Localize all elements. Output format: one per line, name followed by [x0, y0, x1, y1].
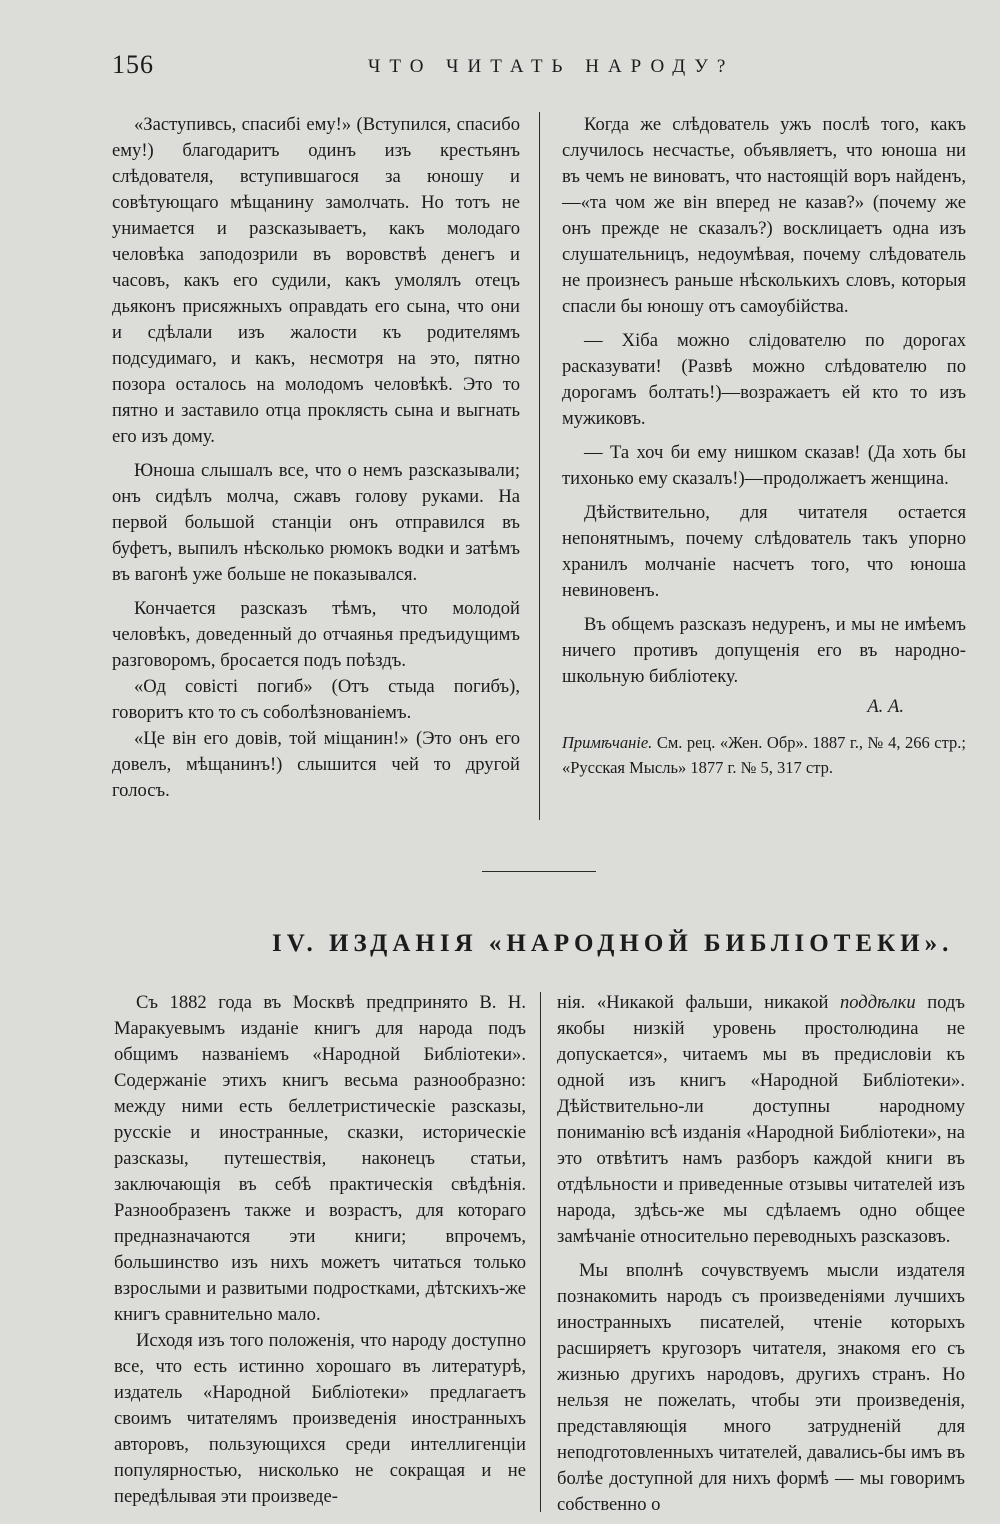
top-left-column [112, 112, 520, 804]
paragraph: Мы вполнѣ сочувствуемъ мысли издателя познакомить народъ съ произведеніями лучшихъ иностранныхъ писателей, чтеніе которыхъ расширяетъ кругозоръ читателя, знакомя его съ жизнью другихъ народовъ, другихъ странъ. Но нельзя не пожелать, чтобы эти произведенія, представляющія много затрудненій для неподготовленныхъ читателей, давались-бы имъ въ болѣе доступной для нихъ формѣ — мы говоримъ собственно о [557, 1260, 965, 1515]
running-title: ЧТО ЧИТАТЬ НАРОДУ? [368, 56, 735, 77]
section-separator [482, 871, 596, 872]
footnote-text: См. рец. «Жен. Обр». 1887 г., № 4, 266 стр.; «Русская Мысль» 1877 г. № 5, 317 стр. [562, 733, 967, 777]
bottom-right-column [557, 990, 965, 1518]
column-divider [539, 112, 540, 820]
paragraph: «Од совісті погиб» (Отъ стыда погибъ), говоритъ кто то съ соболѣзнованіемъ. [112, 676, 520, 723]
section-title: IV. ИЗДАНІЯ «НАРОДНОЙ БИБЛІОТЕКИ». [272, 930, 954, 957]
paragraph: — Хіба можно слідователю по дорогах расказувати! (Развѣ можно слѣдователю по дорогамъ болтать!)—возражаетъ ей кто то изъ мужиковъ. [562, 330, 966, 429]
footnote [562, 730, 966, 780]
paragraph: «Заступивсь, спасибі ему!» (Вступился, спасибо ему!) благодаритъ одинъ изъ крестьянъ слѣдователя, вступившагося за юношу и совѣтующаго мѣщанину замолчать. Но тотъ не унимается и разсказываетъ, какъ молодаго человѣка заподозрили въ воровствѣ денегъ и часовъ, какъ его судили, какъ умолялъ отецъ дьяконъ присяжныхъ оправдать его сына, что они и сдѣлали изъ жалости къ родителямъ подсудимаго, и какъ, несмотря на это, пятно позора осталось на молодомъ человѣкѣ. Это то пятно и заставило отца проклясть сына и выгнать его изъ дому. [112, 114, 520, 447]
footnote-label: Примѣчаніе. [562, 733, 653, 752]
text-run: подъ якобы низкій уровень простолюдина не допускается», читаемъ мы въ предисловіи къ одной изъ книгъ «Народной Библіотеки». Дѣйствительно-ли доступны народному пониманію всѣ изданія «Народной Библіотеки», на это отвѣтитъ намъ разборъ каждой книги въ отдѣльности и приведенные отзывы читателей изъ народа, здѣсь-же мы сдѣлаемъ одно общее замѣчаніе относительно переводныхъ разсказовъ. [557, 992, 965, 1247]
paragraph [557, 990, 965, 1250]
page-number: 156 [112, 50, 154, 79]
paragraph: Юноша слышалъ все, что о немъ разсказывали; онъ сидѣлъ молча, сжавъ голову руками. На первой большой станціи онъ отправился въ буфетъ, выпилъ нѣсколько рюмокъ водки и затѣмъ въ вагонѣ уже больше не показывался. [112, 460, 520, 585]
paragraph: Кончается разсказъ тѣмъ, что молодой человѣкъ, доведенный до отчаянья предъидущимъ разговоромъ, бросается подъ поѣздъ. [112, 598, 520, 671]
paragraph: Въ общемъ разсказъ недуренъ, и мы не имѣемъ ничего противъ допущенія его въ народно-школьную библіотеку. [562, 614, 966, 687]
text-run: нія. «Никакой фальши, никакой [557, 992, 829, 1013]
signature: А. А. [867, 696, 904, 717]
paragraph: Исходя изъ того положенія, что народу доступно все, что есть истинно хорошаго въ литературѣ, издатель «Народной Библіотеки» предлагаетъ своимъ читателямъ произведенія иностранныхъ авторовъ, пользующихся среди интеллигенціи популярностью, нисколько не сокращая и не передѣлывая эти произведе- [114, 1330, 526, 1507]
column-divider [540, 992, 541, 1512]
paragraph: — Та хоч би ему нишком сказав! (Да хоть бы тихонько ему сказалъ!)—продолжаетъ женщина. [562, 442, 966, 489]
paragraph: «Це він его довів, той міщанин!» (Это онъ его довелъ, мѣщанинъ!) слышится чей то другой голосъ. [112, 728, 520, 801]
top-right-column [562, 112, 966, 780]
paragraph: Когда же слѣдователь ужъ послѣ того, какъ случилось несчастье, объявляетъ, что юноша ни въ чемъ не виноватъ, что настоящій воръ найденъ,—«та чом же він вперед не казав?» (почему же онъ прежде не сказалъ?) восклицаетъ одна изъ слушательницъ, недоумѣвая, почему слѣдователь не произнесъ раньше нѣсколькихъ словъ, которыя спасли бы юношу отъ самоубійства. [562, 114, 966, 317]
emphasis: поддѣлки [839, 992, 916, 1013]
bottom-left-column [114, 990, 526, 1510]
paragraph: Дѣйствительно, для читателя остается непонятнымъ, почему слѣдователь такъ упорно хранилъ молчаніе насчетъ того, что юноша невиновенъ. [562, 502, 966, 601]
paragraph: Съ 1882 года въ Москвѣ предпринято В. Н. Маракуевымъ изданіе книгъ для народа подъ общимъ названіемъ «Народной Библіотеки». Содержаніе этихъ книгъ весьма разнообразно: между ними есть беллетристическіе разсказы, русскіе и иностранные, сказки, историческіе разсказы, путешествія, наконецъ статьи, заключающія въ себѣ практическія свѣдѣнія. Разнообразенъ также и возрастъ, для котораго предназначаются эти книги; впрочемъ, большинство изъ нихъ можетъ читаться только взрослыми и развитыми подростками, дѣтскихъ-же книгъ сравнительно мало. [114, 992, 526, 1325]
